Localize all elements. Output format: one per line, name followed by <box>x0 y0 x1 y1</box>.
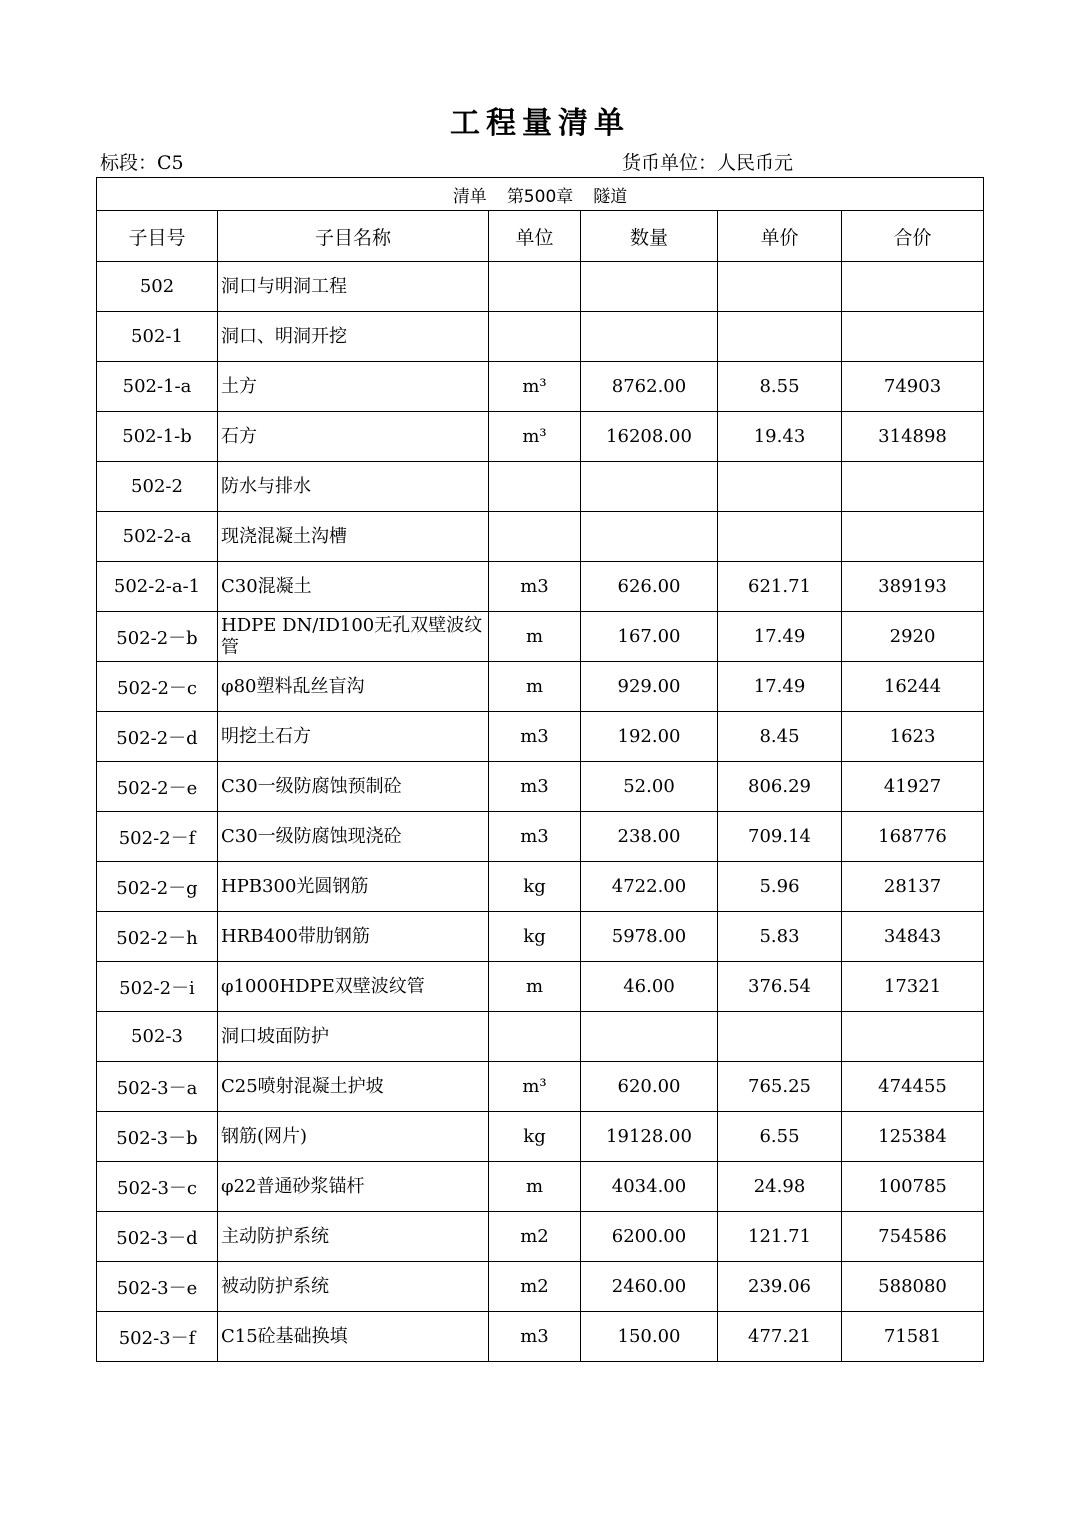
row-name: φ1000HDPE双壁波纹管 <box>218 962 489 1012</box>
row-code: 502-3 <box>97 1012 218 1062</box>
row-unit-price: 17.49 <box>718 612 842 662</box>
row-total: 588080 <box>842 1262 984 1312</box>
row-total: 41927 <box>842 762 984 812</box>
row-quantity <box>581 462 718 512</box>
row-total: 389193 <box>842 562 984 612</box>
row-unit: m <box>489 662 581 712</box>
row-unit <box>489 312 581 362</box>
row-unit-price: 6.55 <box>718 1112 842 1162</box>
row-total: 100785 <box>842 1162 984 1212</box>
row-unit-price <box>718 312 842 362</box>
row-unit-price: 709.14 <box>718 812 842 862</box>
row-name: φ22普通砂浆锚杆 <box>218 1162 489 1212</box>
row-code: 502-2－g <box>97 862 218 912</box>
page-title: 工程量清单 <box>450 106 630 141</box>
row-name: 洞口、明洞开挖 <box>218 312 489 362</box>
row-quantity: 46.00 <box>581 962 718 1012</box>
header-name: 子目名称 <box>218 211 489 262</box>
row-name: 被动防护系统 <box>218 1262 489 1312</box>
header-code: 子目号 <box>97 211 218 262</box>
row-unit-price: 5.83 <box>718 912 842 962</box>
row-code: 502-1-b <box>97 412 218 462</box>
header-unit: 单位 <box>489 211 581 262</box>
row-unit: m2 <box>489 1262 581 1312</box>
row-unit: m <box>489 612 581 662</box>
row-quantity: 4722.00 <box>581 862 718 912</box>
row-unit <box>489 1012 581 1062</box>
row-quantity: 929.00 <box>581 662 718 712</box>
table-row <box>97 1112 984 1162</box>
row-code: 502-2－b <box>97 612 218 662</box>
row-quantity: 192.00 <box>581 712 718 762</box>
row-code: 502-3－d <box>97 1212 218 1262</box>
row-unit-price: 376.54 <box>718 962 842 1012</box>
row-code: 502-2－f <box>97 812 218 862</box>
row-code: 502-2-a <box>97 512 218 562</box>
header-unit-price: 单价 <box>718 211 842 262</box>
chapter-part-1: 清单 <box>452 186 487 207</box>
row-unit: m3 <box>489 712 581 762</box>
row-name: C30混凝土 <box>218 562 489 612</box>
table-row <box>97 612 984 662</box>
row-code: 502-2－i <box>97 962 218 1012</box>
currency-label: 货币单位：人民币元 <box>622 152 794 174</box>
row-name: C30一级防腐蚀现浇砼 <box>218 812 489 862</box>
table-row <box>97 1012 984 1062</box>
row-name: C15砼基础换填 <box>218 1312 489 1362</box>
row-name: 明挖土石方 <box>218 712 489 762</box>
row-name: 现浇混凝土沟槽 <box>218 512 489 562</box>
row-quantity: 150.00 <box>581 1312 718 1362</box>
row-unit-price: 239.06 <box>718 1262 842 1312</box>
row-quantity: 167.00 <box>581 612 718 662</box>
row-quantity: 620.00 <box>581 1062 718 1112</box>
row-code: 502-2-a-1 <box>97 562 218 612</box>
row-unit-price <box>718 462 842 512</box>
row-total: 314898 <box>842 412 984 462</box>
row-unit: m2 <box>489 1212 581 1262</box>
row-unit: m³ <box>489 1062 581 1112</box>
row-total: 28137 <box>842 862 984 912</box>
row-unit-price: 806.29 <box>718 762 842 812</box>
row-total: 16244 <box>842 662 984 712</box>
row-quantity: 2460.00 <box>581 1262 718 1312</box>
chapter-row <box>97 178 984 211</box>
table-row <box>97 662 984 712</box>
table-row <box>97 812 984 862</box>
row-code: 502-2－e <box>97 762 218 812</box>
row-code: 502-1 <box>97 312 218 362</box>
row-unit <box>489 512 581 562</box>
row-name: HDPE DN/ID100无孔双壁波纹管 <box>218 612 489 662</box>
table-row <box>97 1062 984 1112</box>
row-total: 74903 <box>842 362 984 412</box>
table-row <box>97 412 984 462</box>
row-unit-price: 8.45 <box>718 712 842 762</box>
row-name: 防水与排水 <box>218 462 489 512</box>
row-code: 502-3－b <box>97 1112 218 1162</box>
row-unit-price <box>718 512 842 562</box>
row-unit: m3 <box>489 1312 581 1362</box>
chapter-heading <box>97 178 984 211</box>
row-total: 2920 <box>842 612 984 662</box>
row-total: 17321 <box>842 962 984 1012</box>
table-row <box>97 512 984 562</box>
row-unit-price: 121.71 <box>718 1212 842 1262</box>
table-body <box>97 262 984 1362</box>
row-unit: m3 <box>489 562 581 612</box>
row-name: HRB400带肋钢筋 <box>218 912 489 962</box>
row-unit: kg <box>489 912 581 962</box>
table-row <box>97 712 984 762</box>
row-unit-price <box>718 1012 842 1062</box>
header-total: 合价 <box>842 211 984 262</box>
row-unit: m3 <box>489 812 581 862</box>
row-unit <box>489 262 581 312</box>
row-name: HPB300光圆钢筋 <box>218 862 489 912</box>
row-quantity: 52.00 <box>581 762 718 812</box>
row-total: 1623 <box>842 712 984 762</box>
row-quantity: 626.00 <box>581 562 718 612</box>
row-unit: m³ <box>489 362 581 412</box>
row-name: 洞口与明洞工程 <box>218 262 489 312</box>
row-quantity <box>581 312 718 362</box>
row-unit: kg <box>489 1112 581 1162</box>
row-code: 502-2－d <box>97 712 218 762</box>
row-quantity <box>581 262 718 312</box>
row-unit-price: 765.25 <box>718 1062 842 1112</box>
row-unit: m3 <box>489 762 581 812</box>
row-quantity: 238.00 <box>581 812 718 862</box>
row-total: 474455 <box>842 1062 984 1112</box>
bill-table <box>96 177 984 1362</box>
row-unit: m³ <box>489 412 581 462</box>
row-unit-price: 8.55 <box>718 362 842 412</box>
row-unit-price: 621.71 <box>718 562 842 612</box>
row-code: 502-3－a <box>97 1062 218 1112</box>
row-code: 502-3－c <box>97 1162 218 1212</box>
row-code: 502-3－f <box>97 1312 218 1362</box>
row-unit-price <box>718 262 842 312</box>
table-row <box>97 1212 984 1262</box>
row-unit: kg <box>489 862 581 912</box>
header-quantity: 数量 <box>581 211 718 262</box>
table-row <box>97 262 984 312</box>
table-row <box>97 962 984 1012</box>
row-name: 洞口坡面防护 <box>218 1012 489 1062</box>
row-name: 石方 <box>218 412 489 462</box>
table-row <box>97 912 984 962</box>
row-code: 502-1-a <box>97 362 218 412</box>
row-total <box>842 262 984 312</box>
row-code: 502-2－h <box>97 912 218 962</box>
row-quantity: 19128.00 <box>581 1112 718 1162</box>
chapter-part-2: 第500章 <box>506 186 574 207</box>
row-unit: m <box>489 1162 581 1212</box>
row-total <box>842 512 984 562</box>
row-name: φ80塑料乱丝盲沟 <box>218 662 489 712</box>
row-unit-price: 17.49 <box>718 662 842 712</box>
row-unit <box>489 462 581 512</box>
row-total <box>842 312 984 362</box>
row-name: C25喷射混凝土护坡 <box>218 1062 489 1112</box>
header-row <box>97 211 984 262</box>
table-row <box>97 862 984 912</box>
row-name: 土方 <box>218 362 489 412</box>
row-total: 168776 <box>842 812 984 862</box>
table-row <box>97 562 984 612</box>
row-unit: m <box>489 962 581 1012</box>
row-quantity: 8762.00 <box>581 362 718 412</box>
row-code: 502-2 <box>97 462 218 512</box>
row-name: 钢筋(网片) <box>218 1112 489 1162</box>
row-code: 502-3－e <box>97 1262 218 1312</box>
row-quantity: 6200.00 <box>581 1212 718 1262</box>
row-quantity <box>581 512 718 562</box>
section-label: 标段：C5 <box>100 152 184 174</box>
table-row <box>97 762 984 812</box>
row-quantity: 5978.00 <box>581 912 718 962</box>
row-code: 502-2－c <box>97 662 218 712</box>
row-quantity: 4034.00 <box>581 1162 718 1212</box>
row-unit-price: 477.21 <box>718 1312 842 1362</box>
row-total <box>842 462 984 512</box>
table-row <box>97 362 984 412</box>
row-name: 主动防护系统 <box>218 1212 489 1262</box>
table-row <box>97 1162 984 1212</box>
table-row <box>97 1312 984 1362</box>
row-unit-price: 19.43 <box>718 412 842 462</box>
chapter-part-3: 隧道 <box>593 186 628 207</box>
row-unit-price: 24.98 <box>718 1162 842 1212</box>
row-total: 754586 <box>842 1212 984 1262</box>
row-total: 71581 <box>842 1312 984 1362</box>
row-name: C30一级防腐蚀预制砼 <box>218 762 489 812</box>
row-code: 502 <box>97 262 218 312</box>
row-total: 34843 <box>842 912 984 962</box>
row-total: 125384 <box>842 1112 984 1162</box>
row-total <box>842 1012 984 1062</box>
row-quantity: 16208.00 <box>581 412 718 462</box>
table-row <box>97 462 984 512</box>
table-row <box>97 312 984 362</box>
table-row <box>97 1262 984 1312</box>
row-unit-price: 5.96 <box>718 862 842 912</box>
row-quantity <box>581 1012 718 1062</box>
